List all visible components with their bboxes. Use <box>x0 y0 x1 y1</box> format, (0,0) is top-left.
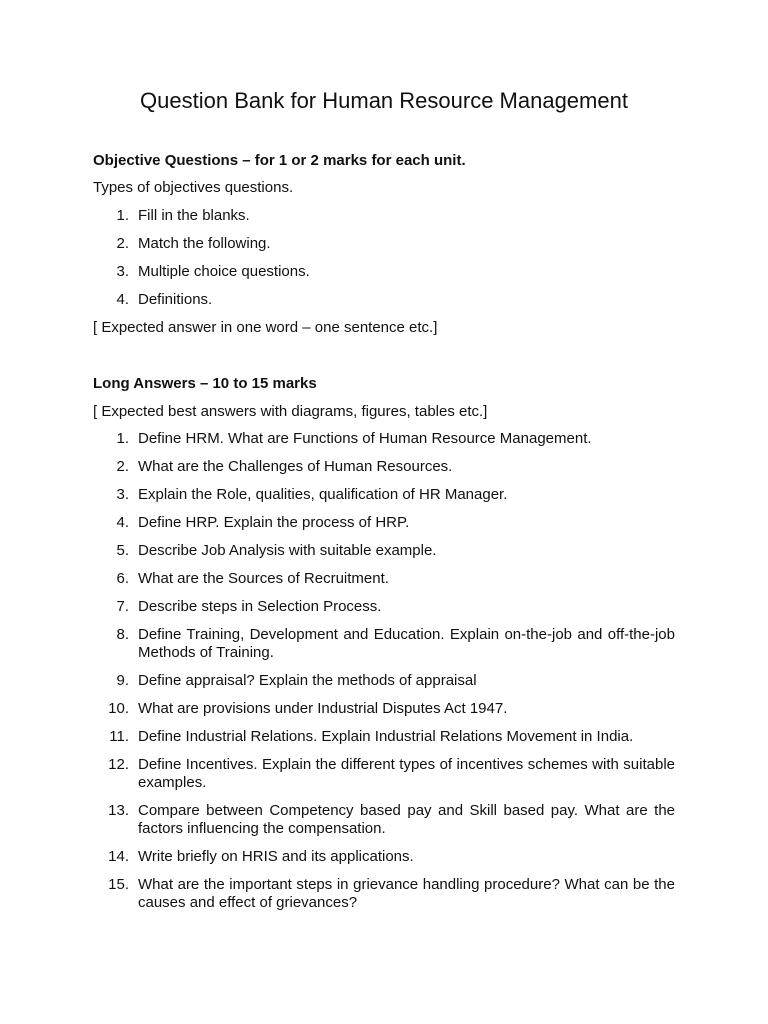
list-item: 5. Describe Job Analysis with suitable example. <box>116 542 437 559</box>
list-item: 4. Definitions. <box>116 291 213 308</box>
list-item: 6. What are the Sources of Recruitment. <box>116 570 389 587</box>
list-item: 1. Fill in the blanks. <box>116 207 250 224</box>
objective-expected-answer-note: [ Expected answer in one word – one sentence etc.] <box>93 319 438 336</box>
list-item: 3. Multiple choice questions. <box>116 263 310 280</box>
list-item: 8. Define Training, Development and Education. Explain on-the-job and off-the-job Methods of Training. <box>116 626 675 661</box>
list-item: 7. Describe steps in Selection Process. <box>116 598 382 615</box>
long-answers-list <box>93 430 675 912</box>
long-answers-note: [ Expected best answers with diagrams, figures, tables etc.] <box>93 403 488 420</box>
objective-types-list <box>93 207 675 319</box>
list-item: 3. Explain the Role, qualities, qualification of HR Manager. <box>116 486 508 503</box>
page-title: Question Bank for Human Resource Management <box>140 88 628 113</box>
list-item: 15. What are the important steps in grievance handling procedure? What can be the causes and effect of grievances? <box>108 876 675 911</box>
list-item: 12. Define Incentives. Explain the different types of incentives schemes with suitable examples. <box>108 756 675 791</box>
list-item: 1. Define HRM. What are Functions of Human Resource Management. <box>116 430 592 447</box>
list-item: 11. Define Industrial Relations. Explain Industrial Relations Movement in India. <box>109 728 634 745</box>
list-item: 4. Define HRP. Explain the process of HRP. <box>116 514 410 531</box>
list-item: 10. What are provisions under Industrial Disputes Act 1947. <box>108 700 508 717</box>
list-item: 2. What are the Challenges of Human Resources. <box>116 458 453 475</box>
objective-section-heading: Objective Questions – for 1 or 2 marks for each unit. <box>93 152 466 169</box>
list-item: 13. Compare between Competency based pay and Skill based pay. What are the factors influencing the compensation. <box>108 802 675 837</box>
list-item: 14. Write briefly on HRIS and its applications. <box>108 848 414 865</box>
objective-types-intro: Types of objectives questions. <box>93 179 294 196</box>
long-answers-heading: Long Answers – 10 to 15 marks <box>93 375 317 392</box>
list-item: 9. Define appraisal? Explain the methods of appraisal <box>116 672 477 689</box>
list-item: 2. Match the following. <box>116 235 271 252</box>
